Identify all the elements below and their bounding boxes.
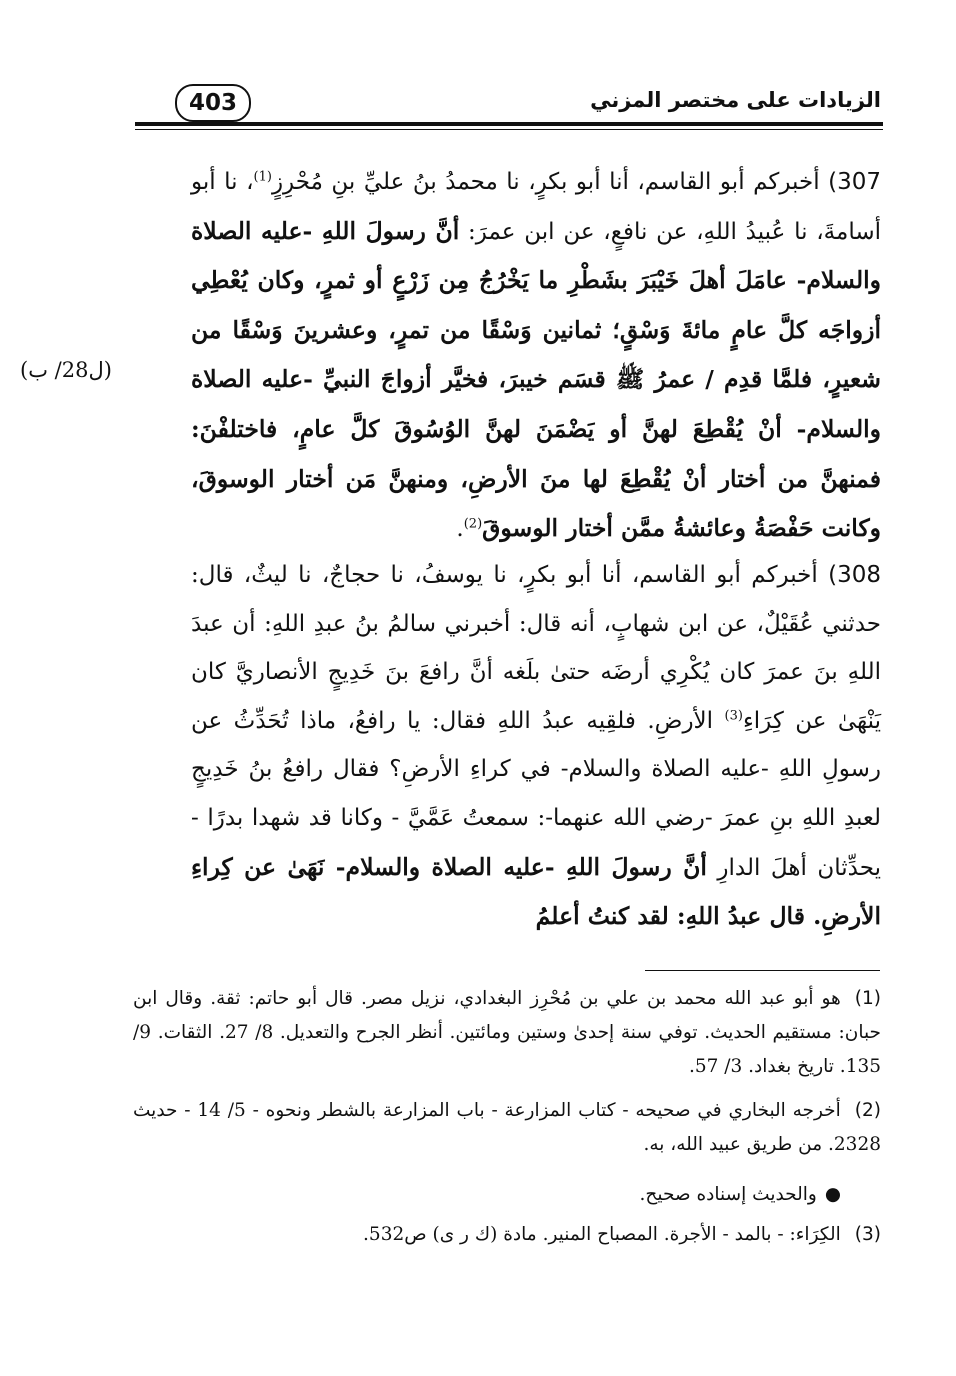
- isnad-text: أخبركم أبو القاسم، أنا أبو بكرٍ، نا محمدُ بنُ عليِّ بنِ مُحْرِزٍ: [271, 169, 820, 195]
- footnote-text: هو أبو عبد الله محمد بن علي بن مُحْرِز البغدادي، نزيل مصر. قال أبو حاتم: ثقة. وقال ابن حبان: مستقيم الحديث. توفي سنة إحدىٰ وستين ومائتين. أنظر الجرح والتعديل. 8/ 27. الثقات. 9/ 135. تاريخ بغداد. 3/ 57.: [133, 988, 881, 1077]
- isnad-text-cont: ، نا أبو أسامةَ، نا عُبيدُ اللهِ، عن نافعٍ، عن ابن عمرَ:: [191, 169, 881, 245]
- footnote-2: [133, 1094, 881, 1162]
- header-rule-thin: [135, 129, 883, 130]
- footnote-2-grading: [133, 1178, 881, 1212]
- hadith-307: [191, 158, 881, 554]
- bullet-icon: ●: [824, 1184, 841, 1205]
- running-title: الزيادات على مختصر المزني: [590, 88, 881, 112]
- hadith-308: [191, 551, 881, 942]
- footnote-3: [133, 1218, 881, 1252]
- footnote-mark: (2): [854, 1100, 881, 1121]
- hadith-number: 307): [828, 169, 882, 195]
- margin-manuscript-note: (ل28/ ب): [20, 358, 112, 382]
- footnote-1: [133, 982, 881, 1084]
- footnote-text: الكِرَاء: - بالمد - الأجرة. المصباح المنير. مادة (ك ر ى) ص532.: [363, 1224, 841, 1245]
- footnote-mark: (1): [854, 988, 881, 1009]
- footnote-mark: (3): [854, 1224, 881, 1245]
- matn-bold-text: أنَّ رسولَ اللهِ -عليه الصلاة والسلام- نَهَىٰ عن كِراءِ الأرضِ. قال عبدُ اللهِ: لقد كنتُ أعلمُ: [191, 852, 881, 931]
- footnote-ref: (1): [253, 169, 272, 185]
- header-rule-thick: [135, 122, 883, 126]
- narration-text: الأرضِ. فلقِيه عبدُ اللهِ فقال: يا رافعُ، ماذا تُحَدِّثُ عن رسولِ اللهِ -عليه الصلاة والسلام- في كراءِ الأرضِ؟ فقال رافعُ بنُ خَدِيجٍ لعبدِ اللهِ بنِ عمرَ -رضي الله عنهما-: سمعتُ عَمَّيَّ - وكانا قد شهدا بدرًا - يحدِّثان أهلَ الدارِ: [191, 707, 882, 881]
- sentence-end: .: [456, 516, 464, 543]
- page-number: 403: [175, 84, 251, 122]
- footnote-note: والحديث إسناده صحيح.: [639, 1184, 817, 1205]
- footnote-ref: (2): [463, 516, 483, 532]
- isnad-text: أخبركم أبو القاسم، أنا أبو بكرٍ، نا يوسفُ، نا حجاجٌ، نا ليثٌ، قال: حدثني عُقَيْلٌ، عن ابن شهابٍ، أنه قال: أخبرني سالمُ بنُ عبدِ اللهِ: أن عبدَ اللهِ بنَ عمرَ كان يُكْرِي أرضَه حتىٰ بلَغه أنَّ رافعَ بنَ خَدِيجٍ الأنصاريَّ كان يَنْهَىٰ عن كِرَاءِ: [191, 562, 881, 734]
- hadith-number: 308): [828, 562, 881, 588]
- page-header: [135, 82, 883, 132]
- matn-bold-text: أنَّ رسولَ اللهِ -عليه الصلاة والسلام- عامَلَ أهلَ خَيْبَرَ بشَطْرِ ما يَخْرُجُ مِن زَرْعٍ أو ثمرٍ، وكان يُعْطِي أزواجَه كلَّ عامٍ مائةَ وَسْقٍ؛ ثمانين وَسْقًا من تمرٍ، وعشرينَ وَسْقًا من شعيرٍ، فلمَّا قدِم / عمرُ ﷺ قسَم خيبرَ، فخيَّر أزواجَ النبيِّ -عليه الصلاة والسلام- أنْ يُقْطِعَ لهنَّ أو يَضْمَنَ لهنَّ الوُسُوقَ كلَّ عامٍ، فاختلفْنَ: فمنهنَّ من أختار أنْ يُقْطِعَ لها منَ الأرضِ، ومنهنَّ مَن أختار الوسوقَ، وكانت حَفْصَةُ وعائشةُ ممَّن أختار الوسوقَ: [191, 216, 881, 543]
- footnote-text: أخرجه البخاري في صحيحه - كتاب المزارعة - باب المزارعة بالشطر ونحوه - 5/ 14 - حديث 2328. من طريق عبيد الله، به.: [133, 1100, 881, 1155]
- footnote-ref: (3): [724, 708, 743, 724]
- footnote-separator: [645, 970, 880, 971]
